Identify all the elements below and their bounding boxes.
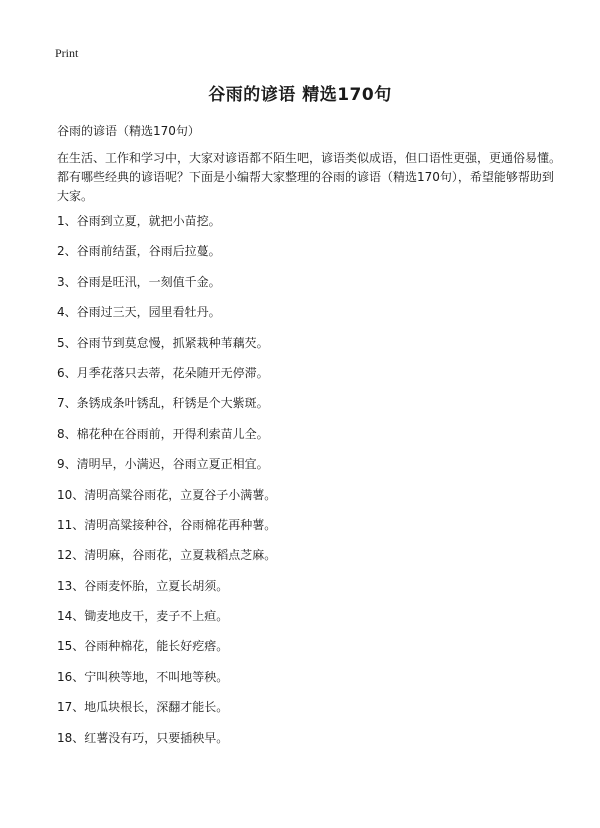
proverb-item: 15、谷雨种棉花，能长好疙瘩。 [57,639,229,654]
proverb-item: 8、棉花种在谷雨前，开得利索苗儿全。 [57,426,269,441]
proverb-item: 18、红薯没有巧，只要插秧早。 [57,730,229,745]
print-link[interactable]: Print [55,46,79,60]
proverb-item: 3、谷雨是旺汛，一刻值千金。 [57,274,221,289]
proverb-item: 6、月季花落只去蒂，花朵随开无停滞。 [57,365,269,380]
article-subtitle: 谷雨的谚语（精选170句） [57,124,200,138]
proverb-item: 9、清明早，小满迟，谷雨立夏正相宜。 [57,457,269,472]
proverb-item: 12、清明麻，谷雨花，立夏栽稻点芝麻。 [57,548,277,563]
proverb-item: 10、清明高粱谷雨花，立夏谷子小满薯。 [57,487,277,502]
proverb-item: 5、谷雨节到莫怠慢，抓紧栽种苇藕芡。 [57,335,269,350]
proverb-item: 16、宁叫秧等地，不叫地等秧。 [57,669,229,684]
proverb-item: 1、谷雨到立夏，就把小苗挖。 [57,214,221,228]
proverb-item: 13、谷雨麦怀胎，立夏长胡须。 [57,578,229,593]
proverb-item: 17、地瓜块根长，深翻才能长。 [57,700,229,715]
proverb-list [57,213,276,760]
page-title: 谷雨的谚语 精选170句 [208,85,392,105]
intro-paragraph: 在生活、工作和学习中，大家对谚语都不陌生吧，谚语类似成语，但口语性更强，更通俗易懂。都有哪些经典的谚语呢？下面是小编帮大家整理的谷雨的谚语（精选170句），希望能够帮助到大家。 [57,151,562,203]
proverb-item: 2、谷雨前结蛋，谷雨后拉蔓。 [57,244,221,259]
proverb-item: 4、谷雨过三天，园里看牡丹。 [57,305,221,320]
proverb-item: 14、锄麦地皮干，麦子不上疸。 [57,609,229,624]
proverb-item: 11、清明高粱接种谷，谷雨棉花再种薯。 [57,517,277,532]
proverb-item: 7、条锈成条叶锈乱，秆锈是个大紫斑。 [57,396,269,411]
